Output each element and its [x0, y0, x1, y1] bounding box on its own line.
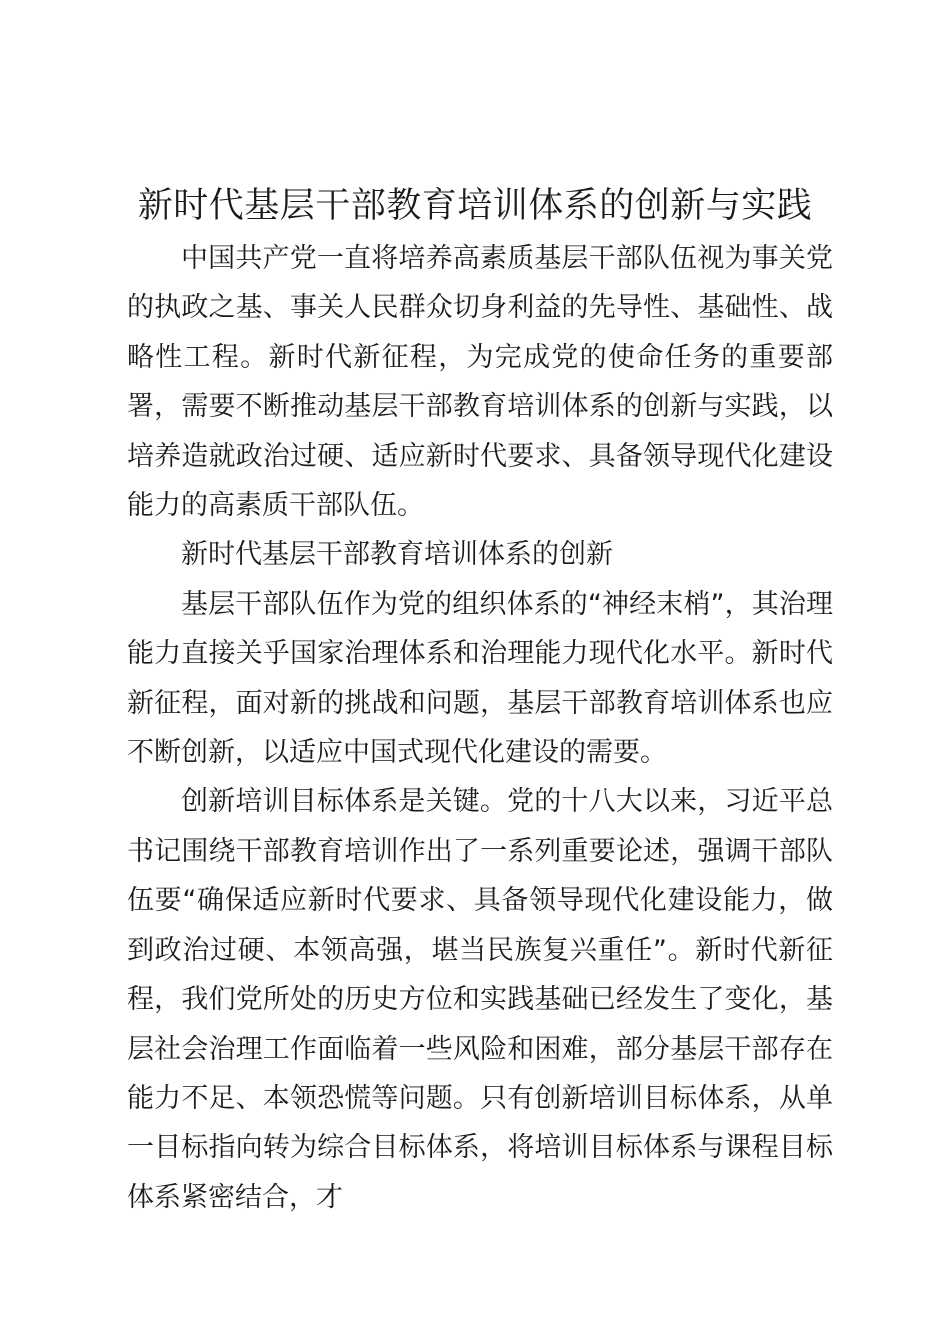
document-title: 新时代基层干部教育培训体系的创新与实践	[137, 186, 813, 226]
document-body	[127, 234, 833, 1222]
paragraph-grassroots: 基层干部队伍作为党的组织体系的“神经末梢”，其治理能力直接关乎国家治理体系和治理能力现代化水平。新时代新征程，面对新的挑战和问题，基层干部教育培训体系也应不断创新，以适应中国式现代化建设的需要。	[127, 588, 833, 769]
paragraph-training-goals: 创新培训目标体系是关键。党的十八大以来，习近平总书记围绕干部教育培训作出了一系列重要论述，强调干部队伍要“确保适应新时代要求、具备领导现代化建设能力，做到政治过硬、本领高强，堪当民族复兴重任”。新时代新征程，我们党所处的历史方位和实践基础已经发生了变化，基层社会治理工作面临着一些风险和困难，部分基层干部存在能力不足、本领恐慌等问题。只有创新培训目标体系，从单一目标指向转为综合目标体系，将培训目标体系与课程目标体系紧密结合，才	[127, 786, 833, 1213]
section-heading: 新时代基层干部教育培训体系的创新	[181, 539, 613, 571]
paragraph-intro: 中国共产党一直将培养高素质基层干部队伍视为事关党的执政之基、事关人民群众切身利益的先导性、基础性、战略性工程。新时代新征程，为完成党的使命任务的重要部署，需要不断推动基层干部教育培训体系的创新与实践，以培养造就政治过硬、适应新时代要求、具备领导现代化建设能力的高素质干部队伍。	[127, 243, 833, 522]
